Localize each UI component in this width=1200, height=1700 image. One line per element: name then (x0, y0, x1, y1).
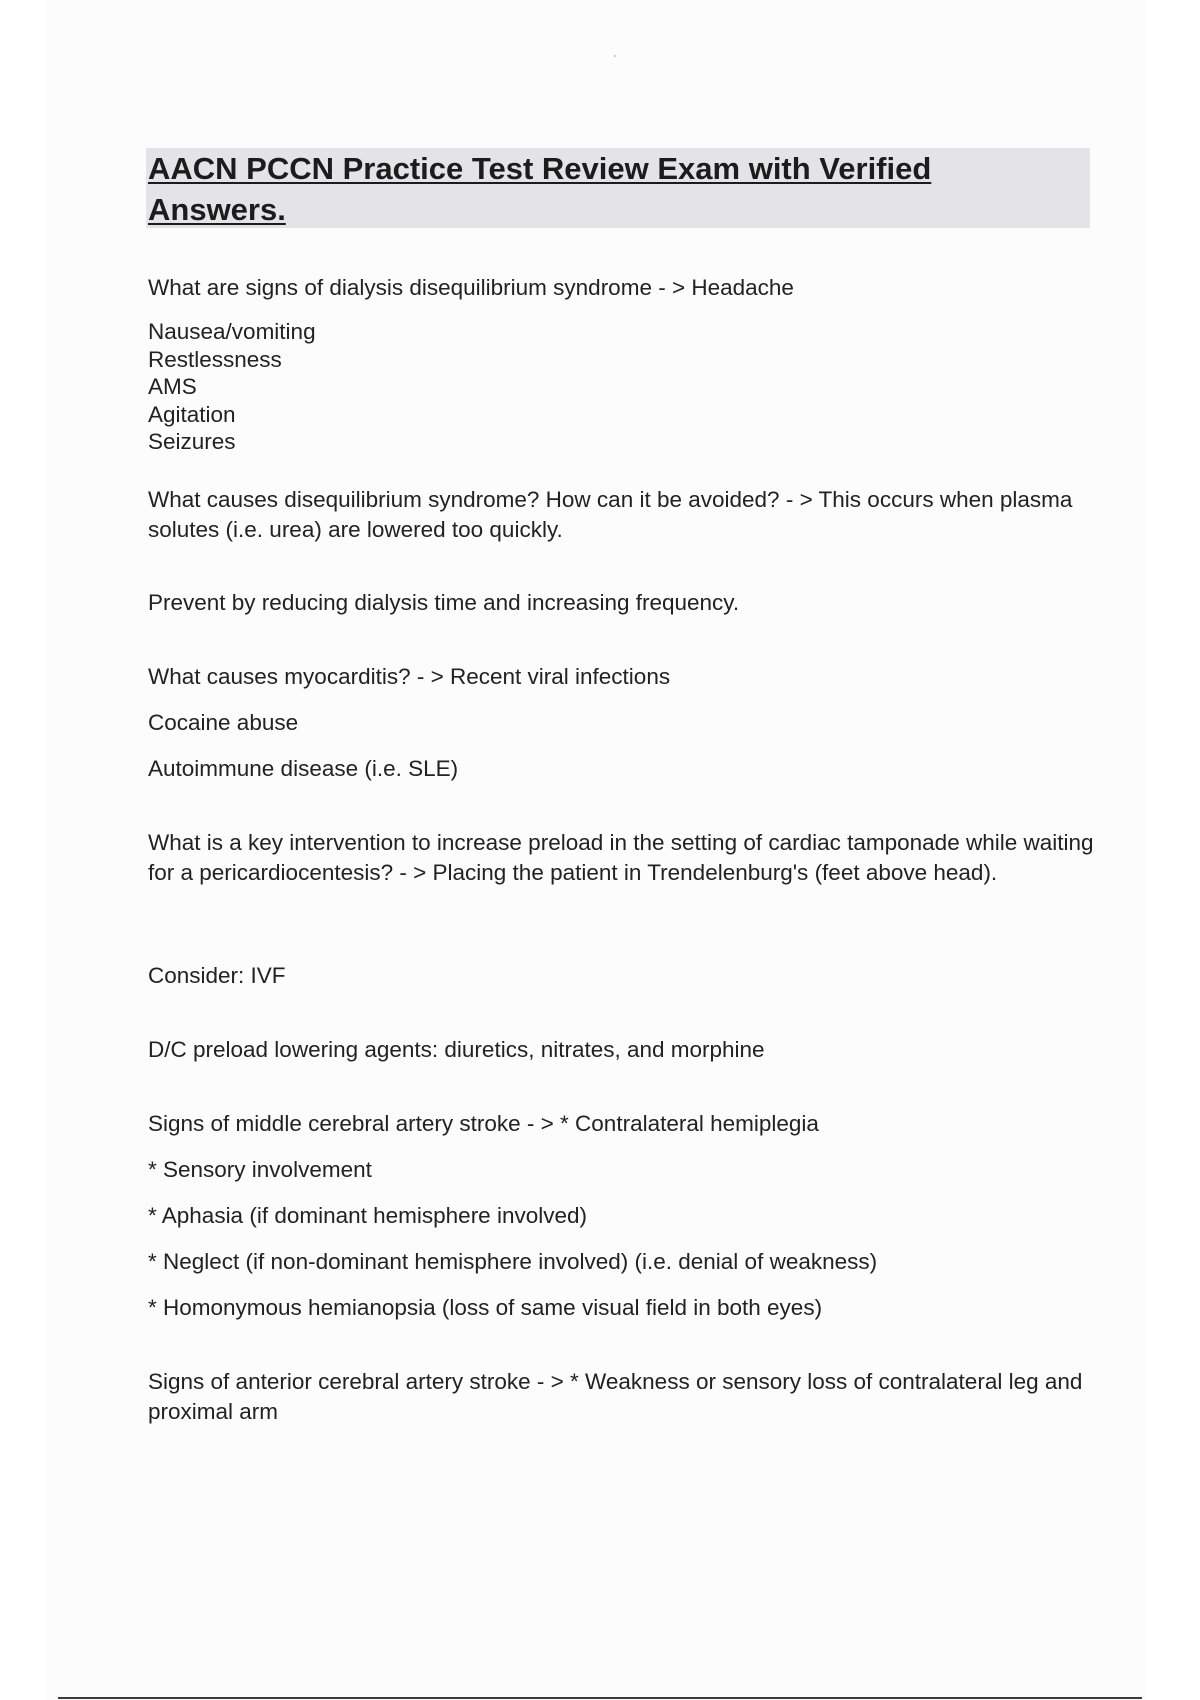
mca-sign-hemianopsia: * Homonymous hemianopsia (loss of same visual field in both eyes) (148, 1295, 823, 1320)
mca-sign-aphasia: * Aphasia (if dominant hemisphere involved) (148, 1203, 587, 1228)
question-disequilibrium-cause: What causes disequilibrium syndrome? How can it be avoided? - > This occurs when plasma solutes (i.e. urea) are lowered too quickly. (148, 487, 1073, 542)
document-title: AACN PCCN Practice Test Review Exam with Verified Answers. (148, 151, 932, 227)
page-bottom-rule (58, 1697, 1142, 1699)
mca-sign-neglect: * Neglect (if non-dominant hemisphere involved) (i.e. denial of weakness) (148, 1249, 878, 1274)
dialysis-signs-list (148, 318, 316, 456)
question-mca-stroke: Signs of middle cerebral artery stroke - > * Contralateral hemiplegia (148, 1111, 819, 1136)
question-aca-stroke: Signs of anterior cerebral artery stroke - > * Weakness or sensory loss of contralateral leg and proximal arm (148, 1369, 1083, 1424)
list-item: Nausea/vomiting (148, 319, 316, 344)
answer-autoimmune: Autoimmune disease (i.e. SLE) (148, 756, 459, 781)
answer-cocaine-abuse: Cocaine abuse (148, 710, 299, 735)
answer-dc-preload-agents: D/C preload lowering agents: diuretics, nitrates, and morphine (148, 1037, 765, 1062)
question-dialysis-signs: What are signs of dialysis disequilibrium syndrome - > Headache (148, 275, 794, 300)
question-cardiac-tamponade: What is a key intervention to increase preload in the setting of cardiac tamponade while waiting for a pericardiocentesis? - > Placing the patient in Trendelenburg's (feet above head). (148, 830, 1094, 885)
list-item: Seizures (148, 429, 236, 454)
scan-speck (614, 55, 616, 57)
question-myocarditis-cause: What causes myocarditis? - > Recent viral infections (148, 664, 671, 689)
answer-consider-ivf: Consider: IVF (148, 963, 286, 988)
list-item: Restlessness (148, 346, 282, 372)
list-item: Agitation (148, 401, 236, 427)
answer-prevention: Prevent by reducing dialysis time and increasing frequency. (148, 590, 740, 615)
list-item: AMS (148, 374, 197, 399)
mca-sign-sensory: * Sensory involvement (148, 1157, 372, 1182)
